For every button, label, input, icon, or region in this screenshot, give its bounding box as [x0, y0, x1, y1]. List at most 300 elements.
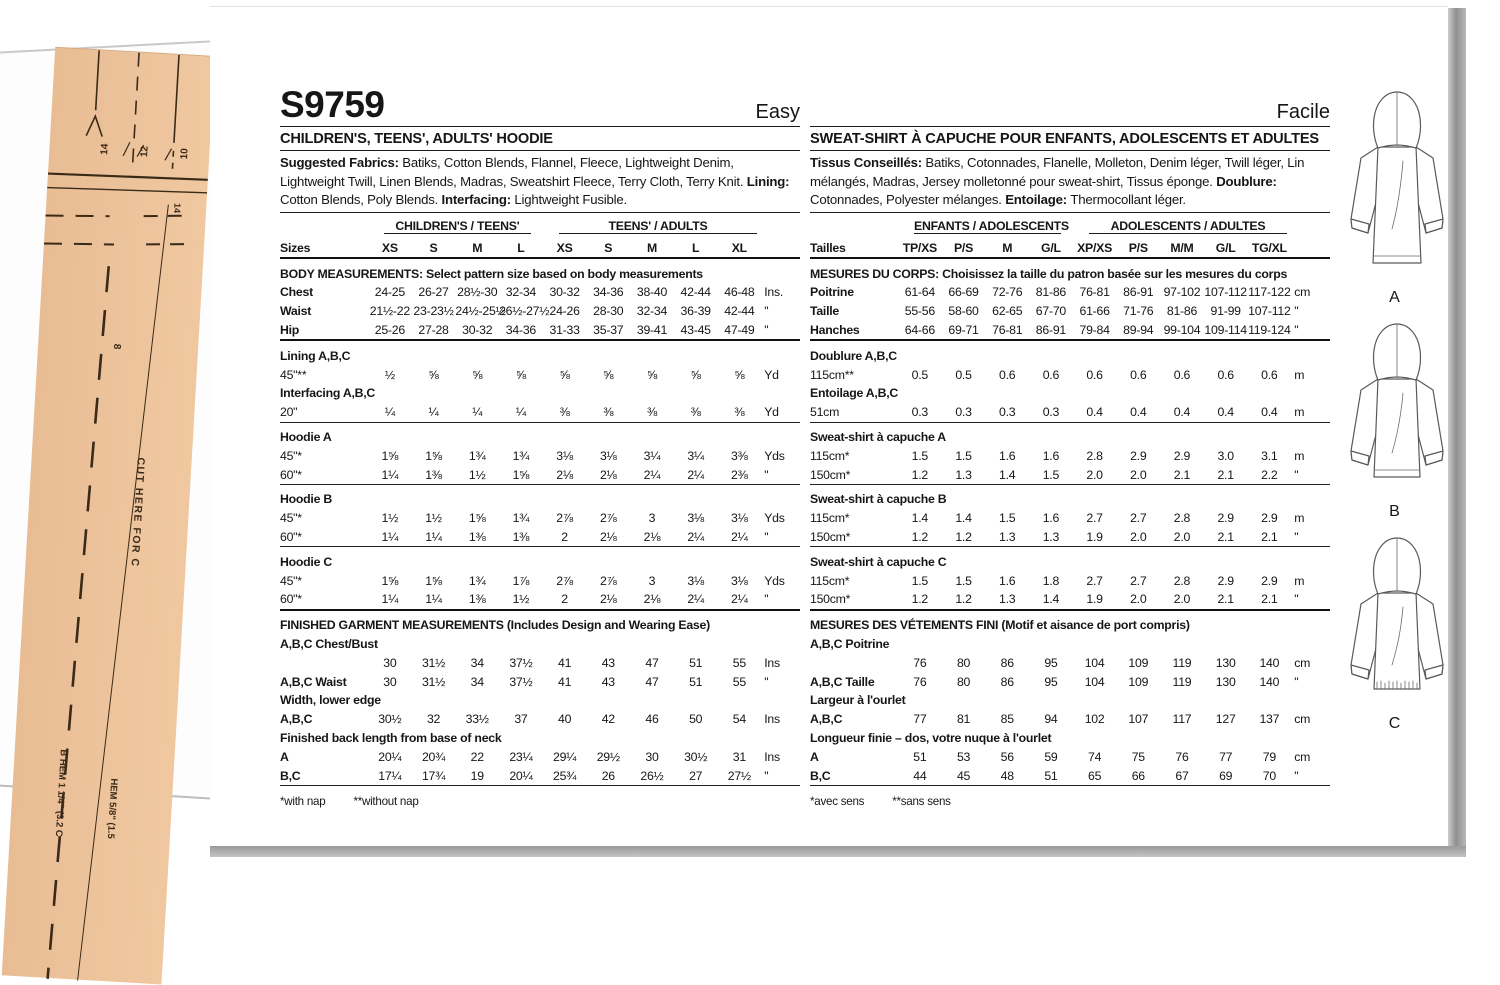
table-row	[280, 525, 800, 544]
table-cell: 31½	[421, 655, 446, 670]
table-cell: 107-112	[1248, 304, 1291, 319]
table-cell: 54	[732, 712, 746, 727]
table-cell: 1.6	[999, 573, 1016, 588]
divider	[280, 422, 800, 423]
table-cell: 85	[1000, 712, 1014, 727]
table-cell: 32	[426, 712, 441, 727]
table-cell: 1.3	[1042, 529, 1060, 544]
table-cell: 28½-30	[457, 285, 498, 300]
table-cell: 0.3	[999, 405, 1016, 420]
view-b	[1340, 319, 1450, 521]
tissue-size-number: 12	[139, 145, 151, 158]
table-cell: 1¾	[468, 448, 486, 463]
table-cell: 95	[1044, 655, 1058, 670]
table-cell: 32-34	[505, 285, 536, 300]
table-section-header: MESURES DU CORPS: Choisissez la taille du patron basée sur les mesures du corps	[810, 266, 1288, 281]
tissue-size-number: 14	[99, 143, 111, 156]
table-cell: 0.5	[955, 367, 972, 382]
table-cell: 44	[913, 768, 927, 783]
table-group-header	[280, 216, 800, 236]
table-row	[810, 444, 1330, 463]
table-cell: 2.1	[1261, 592, 1278, 607]
table-cell: 34	[470, 655, 484, 670]
table-cell: 46-48	[724, 285, 755, 300]
table-cell: 76	[1175, 749, 1189, 764]
view-label-b: B	[1389, 503, 1401, 520]
table-cell: 102	[1084, 712, 1105, 727]
table-row	[280, 651, 800, 670]
divider	[280, 339, 800, 341]
table-section-label: A,B,C Chest/Bust	[280, 636, 378, 651]
table-cell: Ins	[764, 749, 780, 764]
table-cell: 3.1	[1261, 448, 1278, 463]
table-cell: 130	[1215, 655, 1236, 670]
table-cell: 61-64	[904, 285, 935, 300]
table-cell: 2	[561, 529, 568, 544]
table-row	[280, 569, 800, 588]
table-row	[810, 569, 1330, 588]
table-cell: S	[429, 240, 438, 255]
garment-title-en: CHILDREN'S, TEENS', ADULTS' HOODIE	[280, 131, 553, 147]
table-cell: 1.6	[999, 448, 1016, 463]
table-cell: 1.4	[955, 511, 972, 526]
table-cell: 2	[561, 592, 568, 607]
table-row	[280, 444, 800, 463]
pattern-number: S9759	[280, 84, 385, 125]
table-cell: 67-70	[1035, 304, 1066, 319]
table-section-header: BODY MEASUREMENTS: Select pattern size based on body measurements	[280, 266, 703, 281]
table-cell: ⅝	[428, 367, 439, 382]
table-cell: "	[1294, 304, 1299, 319]
table-section-label: Entoilage A,B,C	[810, 386, 899, 401]
table-cell: 55	[732, 674, 746, 689]
table-cell: 2.7	[1130, 511, 1147, 526]
table-cell: 45	[956, 768, 971, 783]
table-cell: 2⅞	[556, 573, 573, 588]
table-cell: M	[1002, 240, 1013, 255]
table-cell: ¼	[515, 405, 526, 420]
table-cell: 20"	[280, 405, 298, 420]
footnote-item: **without nap	[353, 794, 419, 808]
table-cell: 0.6	[1130, 367, 1147, 382]
table-section-label: A,B,C Poitrine	[810, 636, 890, 651]
table-cell: 39-41	[636, 322, 668, 337]
table-cell: 17¼	[378, 768, 402, 783]
table-row	[810, 400, 1330, 419]
table-cell: 51	[689, 674, 703, 689]
table-row	[810, 525, 1330, 544]
table-cell: 119	[1172, 674, 1192, 689]
table-cell: 25-26	[374, 322, 405, 337]
table-cell: "	[764, 322, 769, 337]
hoodie-a-drawing	[1340, 87, 1452, 287]
table-cell: 27	[689, 768, 703, 783]
table-cell: 104	[1084, 674, 1105, 689]
table-cell: 62-65	[992, 304, 1023, 319]
table-cell: 1¼	[381, 529, 399, 544]
table-cell: m	[1294, 405, 1305, 420]
table-cell: Waist	[280, 304, 312, 319]
view-label-a: A	[1389, 289, 1401, 306]
fabrics-paragraph-fr	[810, 154, 1330, 211]
divider	[280, 609, 800, 611]
table-cell: 45"*	[280, 511, 302, 526]
table-cell: 3	[648, 573, 656, 588]
table-cell: G/L	[1215, 240, 1236, 255]
table-footnote	[810, 789, 1330, 808]
table-cell: 1⅝	[512, 467, 530, 482]
table-cell: 2.0	[1173, 529, 1191, 544]
table-cell: 107	[1128, 712, 1149, 727]
text-run: Thermocollant léger.	[1070, 192, 1186, 208]
table-cell: 20¾	[421, 749, 446, 764]
garment-views	[1340, 87, 1450, 745]
text-run: Lightweight Fusible.	[514, 192, 627, 208]
table-cell: 150cm*	[810, 529, 851, 544]
table-cell: 2¼	[687, 529, 704, 544]
table-cell: 1¼	[381, 467, 399, 482]
table-row	[280, 281, 800, 300]
table-cell: 81-86	[1166, 304, 1198, 319]
divider	[280, 257, 800, 259]
table-cell: 2⅞	[599, 573, 617, 588]
table-cell: 34-36	[505, 322, 536, 337]
table-row	[280, 236, 800, 255]
table-cell: 28-30	[593, 304, 624, 319]
view-c	[1340, 533, 1450, 733]
table-cell: 55	[732, 655, 746, 670]
table-section-label: Hoodie A	[280, 429, 332, 444]
table-section-label: Doublure A,B,C	[810, 348, 897, 363]
table-cell: 1½	[381, 511, 399, 526]
divider	[280, 785, 800, 786]
table-cell: 91-99	[1210, 304, 1241, 319]
table-row	[810, 236, 1330, 255]
table-cell: 24-26	[549, 304, 580, 319]
table-row	[810, 318, 1330, 337]
table-cell: XP/XS	[1077, 240, 1113, 255]
column-english	[280, 81, 800, 808]
table-cell: 66-69	[948, 285, 979, 300]
table-cell: 37½	[509, 674, 533, 689]
divider	[810, 546, 1330, 547]
table-cell: 2⅛	[599, 592, 617, 607]
table-cell: 115cm*	[810, 448, 850, 463]
table-cell: 51	[1044, 768, 1058, 783]
table-cell: ⅝	[690, 367, 701, 382]
table-cell: "	[1294, 529, 1299, 544]
table-cell: 1⅜	[468, 529, 486, 544]
table-cell: 0.4	[1217, 405, 1234, 420]
table-cell: 2.1	[1173, 467, 1191, 482]
table-cell: 2.9	[1217, 573, 1234, 588]
table-cell: 3⅛	[731, 511, 748, 526]
table-cell: ⅜	[690, 405, 701, 420]
table-cell: 86	[1000, 655, 1014, 670]
table-cell: ⅝	[515, 367, 526, 382]
table-cell: 1.5	[1042, 467, 1060, 482]
table-cell: 115cm**	[810, 367, 854, 382]
table-cell: 33½	[465, 712, 489, 727]
table-cell: 1.5	[955, 573, 972, 588]
table-cell: 31	[732, 749, 746, 764]
table-cell: 150cm*	[810, 467, 851, 482]
table-cell: 41	[558, 655, 572, 670]
table-cell: 0.4	[1261, 405, 1278, 420]
table-cell: 0.6	[999, 367, 1016, 382]
table-cell: 2¼	[687, 467, 704, 482]
table-cell: 25¾	[553, 768, 577, 783]
table-cell: 60"*	[280, 592, 302, 607]
table-cell: 69-71	[948, 322, 979, 337]
divider	[810, 150, 1330, 151]
table-cell: 1.5	[911, 448, 929, 463]
table-cell: 2⅛	[556, 467, 573, 482]
table-cell: 36-39	[680, 304, 711, 319]
table-cell: 30-32	[549, 285, 580, 300]
table-row	[810, 670, 1330, 689]
table-cell: 30	[383, 655, 397, 670]
table-row	[280, 299, 800, 318]
table-cell: 0.4	[1130, 405, 1147, 420]
table-cell: 20¼	[509, 768, 533, 783]
table-cell: ⅜	[603, 405, 614, 420]
table-cell: 97-102	[1163, 285, 1201, 300]
table-cell: 76	[913, 655, 927, 670]
text-run: Cotonnades, Polyester mélanges.	[810, 192, 1006, 208]
divider	[810, 422, 1330, 423]
table-cell: Taille	[810, 304, 840, 319]
table-cell: Yd	[764, 367, 779, 382]
text-run: Suggested Fabrics:	[280, 155, 403, 170]
table-cell: 1¼	[425, 592, 442, 607]
divider	[810, 339, 1330, 341]
table-cell: 3¼	[687, 448, 704, 463]
hoodie-b-drawing	[1340, 319, 1452, 501]
table-cell: 55-56	[904, 304, 935, 319]
table-cell: Ins	[764, 655, 780, 670]
table-cell: cm	[1294, 749, 1311, 764]
table-cell: 109	[1128, 655, 1149, 670]
table-cell: 1.4	[1042, 592, 1060, 607]
table-cell: A,B,C Taille	[810, 674, 875, 689]
table-cell: 0.6	[1217, 367, 1234, 382]
table-cell: L	[517, 240, 525, 255]
table-cell: XL	[731, 240, 747, 255]
table-cell: 0.6	[1042, 367, 1060, 382]
table-cell: 67	[1175, 768, 1189, 783]
table-cell: 2¼	[731, 529, 748, 544]
table-section-label: Hoodie B	[280, 492, 332, 507]
table-cell: 2.0	[1130, 529, 1147, 544]
text-run: Cotton Blends, Poly Blends.	[280, 192, 442, 208]
table-cell: 30	[383, 674, 397, 689]
table-cell: 1.5	[955, 448, 972, 463]
table-cell: 117	[1172, 712, 1192, 727]
difficulty-en: Easy	[755, 101, 800, 123]
table-cell: 29½	[596, 749, 620, 764]
table-cell: 2¼	[643, 467, 661, 482]
table-cell: 64-66	[904, 322, 935, 337]
table-cell: 51	[689, 655, 703, 670]
table-cell: Tailles	[810, 240, 846, 255]
table-section-header: FINISHED GARMENT MEASUREMENTS (Includes Design and Wearing Ease)	[280, 618, 710, 633]
table-cell: m	[1294, 573, 1305, 588]
table-row	[280, 588, 800, 607]
table-cell: 115cm*	[810, 511, 850, 526]
table-cell: 1¾	[512, 511, 530, 526]
table-cell: 30½	[684, 749, 708, 764]
divider	[810, 785, 1330, 786]
table-cell: 19	[470, 768, 484, 783]
table-cell: m	[1294, 367, 1305, 382]
table-cell: 30½	[378, 712, 402, 727]
table-cell: 34-36	[593, 285, 624, 300]
table-cell: 1½	[468, 467, 486, 482]
table-row	[810, 588, 1330, 607]
table-cell: 3⅜	[731, 448, 748, 463]
table-cell: M	[646, 240, 657, 255]
table-cell: 2.1	[1217, 467, 1234, 482]
table-cell: 27-28	[418, 322, 449, 337]
table-cell: 1.2	[911, 529, 929, 544]
text-run: Tissus Conseillés:	[810, 155, 926, 170]
text-run: Interfacing:	[441, 192, 515, 208]
table-cell: A	[810, 749, 819, 764]
table-cell: 24½-25½	[455, 304, 506, 319]
table-cell: 72-76	[992, 285, 1023, 300]
table-cell: 107-112	[1204, 285, 1247, 300]
table-section-label: Sweat-shirt à capuche B	[810, 492, 947, 507]
table-row	[810, 651, 1330, 670]
table-cell: ⅝	[472, 367, 483, 382]
table-cell: 1⅝	[468, 511, 486, 526]
table-cell: 51cm	[810, 405, 840, 420]
table-cell: 2.8	[1173, 511, 1191, 526]
table-cell: 17¾	[421, 768, 446, 783]
table-cell: 3⅛	[687, 573, 704, 588]
hoodie-c-drawing	[1340, 533, 1452, 713]
size-table-fr	[810, 216, 1330, 808]
table-footnote	[280, 789, 800, 808]
table-cell: 1¼	[381, 592, 399, 607]
table-cell: "	[764, 304, 769, 319]
table-cell: 95	[1044, 674, 1058, 689]
envelope-bottom-edge	[210, 846, 1466, 857]
table-cell: 20¼	[378, 749, 402, 764]
table-cell: 76	[913, 674, 927, 689]
table-cell: S	[604, 240, 613, 255]
header-row-fr	[810, 81, 1330, 123]
table-cell: Hanches	[810, 322, 860, 337]
table-cell: 23-23½	[413, 304, 454, 319]
table-cell: 0.4	[1173, 405, 1191, 420]
table-cell: 127	[1215, 712, 1236, 727]
table-row	[280, 707, 800, 726]
table-cell: 2⅛	[643, 529, 661, 544]
table-cell: 1⅝	[425, 448, 442, 463]
table-cell: 1.4	[911, 511, 929, 526]
table-cell: 40	[558, 712, 572, 727]
table-cell: 1⅞	[512, 573, 530, 588]
table-cell: 3⅛	[556, 448, 573, 463]
table-cell: ½	[384, 367, 395, 382]
table-cell: 74	[1088, 749, 1102, 764]
table-row	[280, 363, 800, 382]
table-row	[280, 400, 800, 419]
table-cell: 2⅛	[643, 592, 661, 607]
table-cell: 38-40	[636, 285, 668, 300]
table-cell: 42-44	[724, 304, 755, 319]
divider	[280, 212, 800, 213]
table-cell: B,C	[810, 768, 831, 783]
table-cell: 140	[1259, 674, 1280, 689]
table-cell: m	[1294, 511, 1305, 526]
text-run: Doublure:	[1216, 173, 1277, 189]
table-cell: 130	[1215, 674, 1236, 689]
table-row	[280, 463, 800, 482]
table-cell: Poitrine	[810, 285, 854, 300]
table-cell: 89-94	[1123, 322, 1154, 337]
table-cell: 86-91	[1123, 285, 1154, 300]
table-cell: 0.3	[955, 405, 972, 420]
table-cell: ⅜	[559, 405, 570, 420]
table-cell: 80	[956, 655, 971, 670]
tissue-hem-label: HEM 5/8" (1.5	[104, 778, 120, 840]
table-cell: CHILDREN'S / TEENS'	[384, 219, 531, 234]
table-section-label: Width, lower edge	[280, 693, 381, 708]
table-cell: 99-104	[1163, 322, 1201, 337]
table-cell: "	[1294, 768, 1299, 783]
divider	[810, 257, 1330, 259]
view-label-c: C	[1388, 715, 1402, 732]
table-cell: 77	[913, 712, 927, 727]
table-cell: Chest	[280, 285, 313, 300]
table-cell: 47	[645, 674, 659, 689]
table-cell: P/S	[1128, 240, 1148, 255]
table-cell: "	[764, 592, 769, 607]
table-section-label: Sweat-shirt à capuche C	[810, 554, 947, 569]
table-cell: 53	[956, 749, 971, 764]
table-cell: 32-34	[636, 304, 668, 319]
table-cell: Yd	[764, 405, 779, 420]
table-row	[280, 764, 800, 783]
table-cell: 35-37	[593, 322, 624, 337]
table-row	[280, 670, 800, 689]
table-cell: 50	[689, 712, 703, 727]
tissue-grain-number: 8	[110, 343, 123, 350]
table-section-label: Largeur à l'ourlet	[810, 693, 906, 708]
table-cell: 94	[1044, 712, 1058, 727]
table-cell: A	[280, 749, 289, 764]
table-cell: 1¼	[425, 529, 442, 544]
table-cell: 43	[601, 655, 615, 670]
table-cell: 22	[470, 749, 484, 764]
table-cell: 41	[558, 674, 572, 689]
table-cell: 1.6	[1042, 511, 1060, 526]
table-row	[810, 506, 1330, 525]
table-cell: 69	[1219, 768, 1233, 783]
tissue-cut-label: CUT HERE FOR C	[128, 457, 147, 568]
table-cell: 79-84	[1079, 322, 1110, 337]
table-cell: "	[1294, 592, 1299, 607]
table-cell: 80	[956, 674, 971, 689]
table-row	[280, 745, 800, 764]
table-section-header: MESURES DES VÉTEMENTS FINI (Motif et aisance de port compris)	[810, 618, 1190, 633]
table-cell: 2.0	[1086, 467, 1103, 482]
divider	[810, 212, 1330, 213]
table-cell: 27½	[727, 768, 751, 783]
